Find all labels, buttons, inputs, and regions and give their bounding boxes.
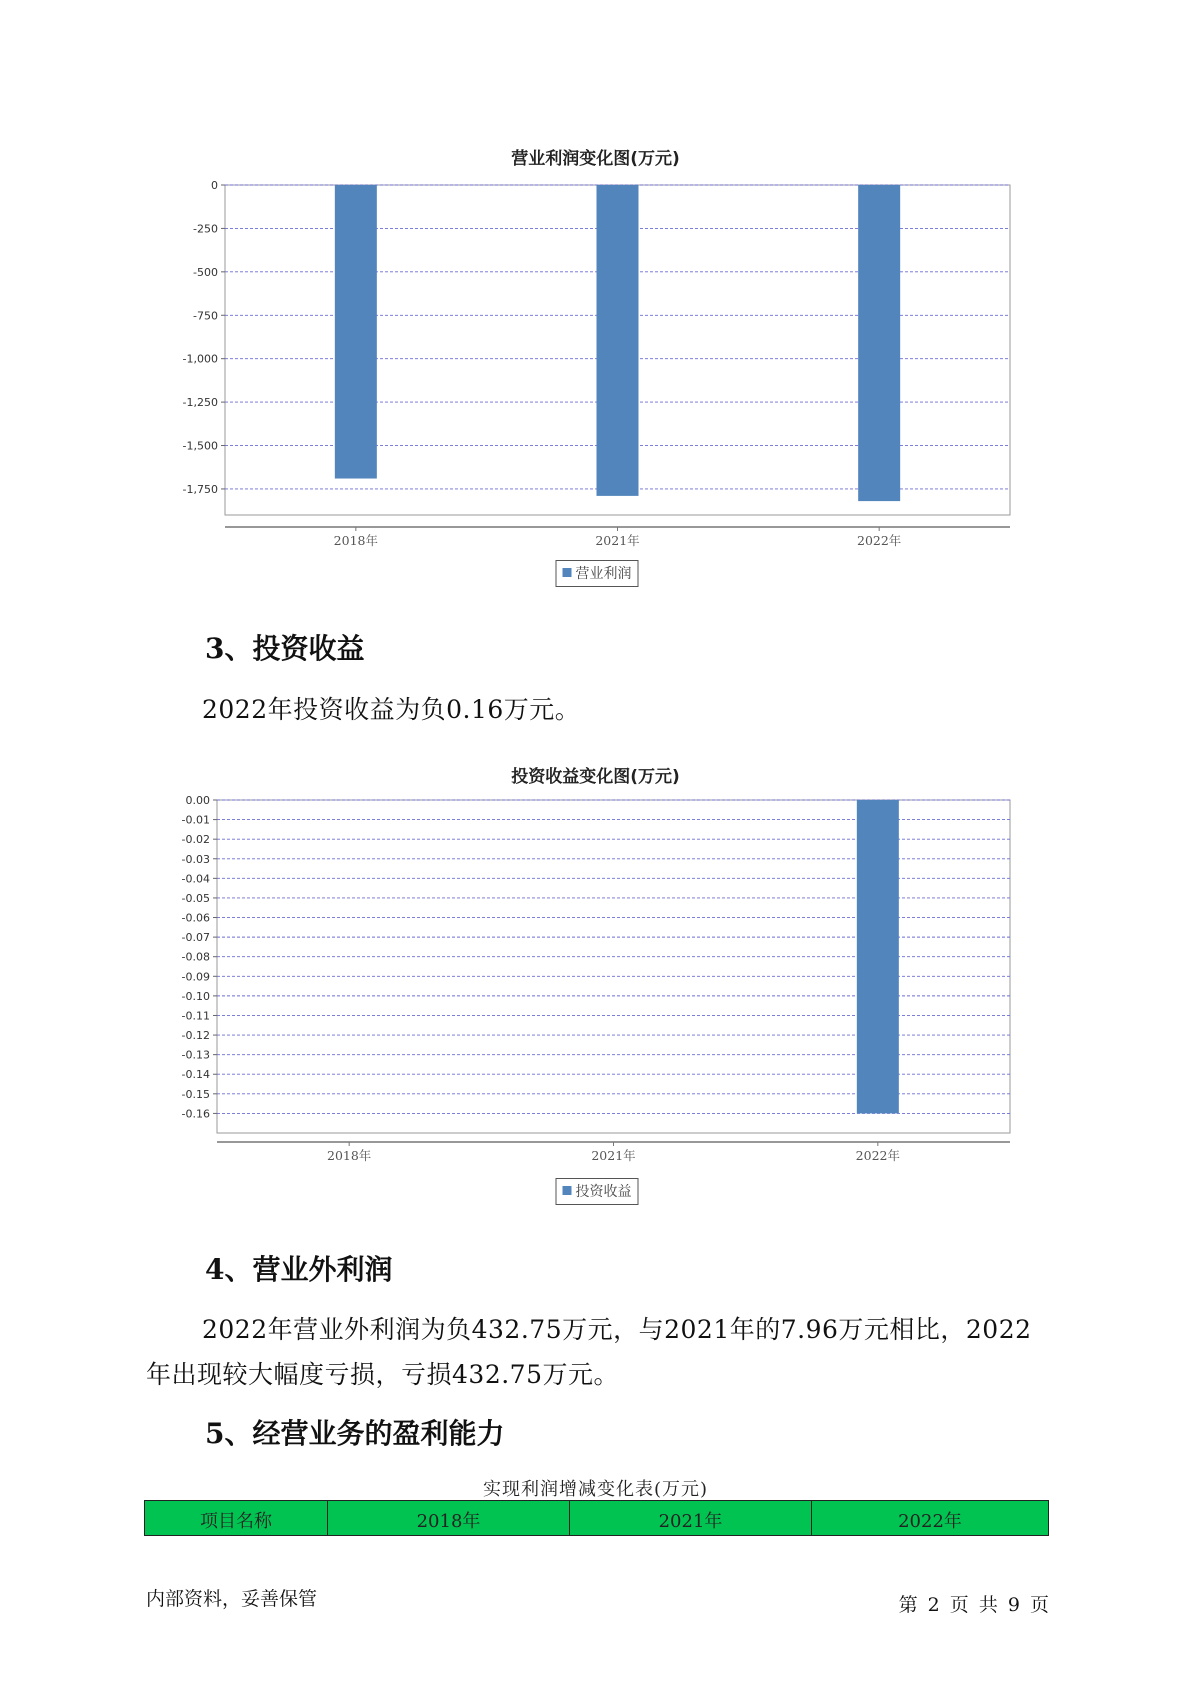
x-tick-label: 2022年	[857, 533, 902, 548]
footer-confidential-note: 内部资料，妥善保管	[146, 1588, 318, 1610]
legend-swatch	[563, 568, 572, 577]
profit-change-table	[144, 1500, 1049, 1536]
y-tick-label: -0.01	[181, 813, 210, 827]
x-tick-label: 2021年	[595, 533, 640, 548]
x-tick-label: 2018年	[333, 533, 378, 548]
section-5-heading: 5、经营业务的盈利能力	[205, 1417, 505, 1450]
legend-label: 投资收益	[575, 1184, 632, 1200]
x-tick-label: 2018年	[327, 1148, 372, 1163]
y-tick-label: 0.00	[185, 794, 210, 807]
operating-profit-chart	[0, 170, 1191, 550]
y-tick-label: -500	[193, 265, 218, 279]
legend-operating-profit	[556, 560, 639, 587]
investment-income-chart	[0, 790, 1191, 1170]
chart-title-operating-profit: 营业利润变化图(万元)	[511, 149, 680, 169]
y-tick-label: -0.14	[181, 1068, 210, 1082]
y-tick-label: -250	[193, 222, 218, 236]
y-tick-label: -1,000	[182, 352, 218, 366]
y-tick-label: -0.04	[181, 872, 210, 886]
y-tick-label: -0.06	[181, 911, 210, 925]
y-tick-label: 0	[211, 179, 218, 192]
legend-label: 营业利润	[575, 566, 632, 582]
legend-investment-income	[556, 1178, 639, 1205]
section-3-heading: 3、投资收益	[205, 632, 365, 665]
legend-swatch	[563, 1186, 572, 1195]
bar-营业利润-2018年	[335, 185, 377, 479]
table-header-2021: 2021年	[570, 1501, 812, 1536]
x-tick-label: 2021年	[591, 1148, 636, 1163]
y-tick-label: -1,750	[182, 482, 218, 496]
bar-投资收益-2022年	[857, 800, 899, 1113]
y-tick-label: -0.13	[181, 1048, 210, 1062]
chart-title-investment-income: 投资收益变化图(万元)	[511, 767, 680, 787]
table-caption: 实现利润增减变化表(万元)	[482, 1479, 709, 1500]
y-tick-label: -0.08	[181, 950, 210, 964]
section-4-line-1: 2022年营业外利润为负432.75万元，与2021年的7.96万元相比，2022	[202, 1315, 1032, 1344]
y-tick-label: -1,250	[182, 396, 218, 410]
y-tick-label: -0.15	[181, 1087, 210, 1101]
table-header-row	[145, 1501, 1049, 1536]
y-tick-label: -0.05	[181, 891, 210, 905]
y-tick-label: -0.10	[181, 989, 210, 1003]
y-tick-label: -0.16	[181, 1107, 210, 1121]
y-tick-label: -0.07	[181, 931, 210, 945]
bar-营业利润-2022年	[858, 185, 900, 501]
table-header-2022: 2022年	[812, 1501, 1049, 1536]
x-tick-label: 2022年	[855, 1148, 900, 1163]
footer-page-number: 第 2 页 共 9 页	[898, 1594, 1049, 1616]
y-tick-label: -1,500	[182, 439, 218, 453]
y-tick-label: -0.12	[181, 1029, 210, 1043]
table-header-2018: 2018年	[328, 1501, 570, 1536]
section-3-text: 2022年投资收益为负0.16万元。	[202, 695, 581, 724]
section-4-line-2: 年出现较大幅度亏损，亏损432.75万元。	[146, 1360, 619, 1389]
table-header-item-name: 项目名称	[145, 1501, 328, 1536]
y-tick-label: -750	[193, 309, 218, 323]
y-tick-label: -0.09	[181, 970, 210, 984]
section-4-heading: 4、营业外利润	[205, 1253, 393, 1286]
y-tick-label: -0.11	[181, 1009, 210, 1023]
y-tick-label: -0.02	[181, 833, 210, 847]
bar-营业利润-2021年	[597, 185, 639, 496]
y-tick-label: -0.03	[181, 852, 210, 866]
